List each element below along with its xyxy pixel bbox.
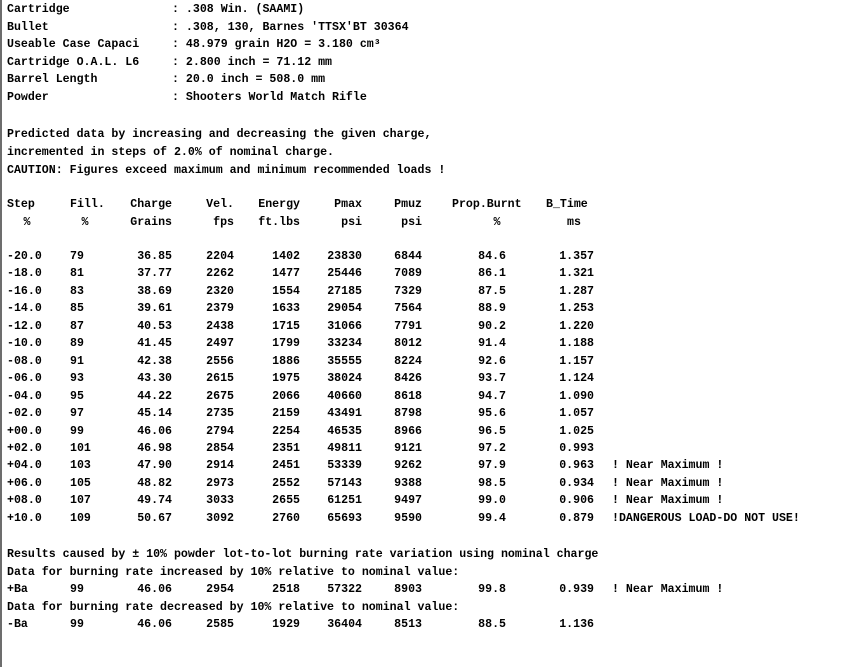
warning-text: ! Near Maximum ! [612,476,724,490]
table-cell: 2552 [272,476,300,490]
table-cell: 2735 [206,407,234,421]
table-cell: 2497 [206,337,234,351]
table-cell: 8224 [394,354,422,368]
column-unit: ms [567,215,581,229]
table-cell: 0.939 [559,583,594,596]
table-cell: 97.2 [478,441,506,455]
table-cell: 97.9 [478,459,506,473]
warning-text: ! Near Maximum ! [612,494,724,508]
table-cell: 1402 [272,250,300,263]
column-header: Fill. [70,198,105,211]
table-cell: 7564 [394,302,422,316]
column-header: B_Time [546,198,588,211]
table-cell: -20.0 [7,250,42,263]
table-cell: 2585 [206,618,234,631]
table-cell: 9121 [394,441,422,455]
table-cell: 2438 [206,319,234,333]
table-cell: 84.6 [478,250,506,263]
table-cell: 7791 [394,319,422,333]
column-unit: % [23,215,31,229]
table-cell: 96.5 [478,424,506,438]
intro-text: Predicted data by increasing and decreasing the given charge, [7,128,432,141]
column-unit-row [0,214,848,231]
column-unit: ft.lbs [258,215,300,229]
table-cell: +Ba [7,583,28,596]
lot-inc-row [0,581,848,598]
column-unit: % [493,215,501,229]
table-cell: 1.057 [559,407,594,421]
table-cell: 6844 [394,250,422,263]
table-row [0,265,848,282]
table-cell: 91.4 [478,337,506,351]
table-cell: 7089 [394,267,422,281]
table-cell: 83 [70,284,84,298]
warning-text: !DANGEROUS LOAD-DO NOT USE! [612,511,800,525]
table-cell: +00.0 [7,424,42,438]
table-cell: 25446 [327,267,362,281]
table-cell: 1.357 [559,250,594,263]
table-cell: 1.157 [559,354,594,368]
table-cell: -Ba [7,618,28,631]
lot-inc-label [0,564,848,581]
table-cell: 46.98 [137,441,172,455]
table-cell: 1.136 [559,618,594,631]
table-cell: 95 [70,389,84,403]
table-cell: -14.0 [7,302,42,316]
table-cell: 33234 [327,337,362,351]
table-cell: 0.934 [559,476,594,490]
table-cell: 95.6 [478,407,506,421]
table-cell: 1633 [272,302,300,316]
table-cell: 1975 [272,372,300,386]
table-cell: 53339 [327,459,362,473]
table-cell: 9590 [394,511,422,525]
table-cell: 88.5 [478,618,506,631]
column-header: Pmax [334,198,362,211]
lot-title-text: Results caused by ± 10% powder lot-to-lot burning rate variation using nominal charge [7,548,599,561]
warning-text: ! Near Maximum ! [612,459,724,473]
table-cell: 3033 [206,494,234,508]
table-cell: 93 [70,372,84,386]
table-cell: 49811 [327,441,362,455]
table-cell: 29054 [327,302,362,316]
lot-inc-label-text: Data for burning rate increased by 10% relative to nominal value: [7,565,460,579]
table-cell: 8012 [394,337,422,351]
column-unit: Grains [130,215,172,229]
table-row [0,492,848,509]
warning-text: ! Near Maximum ! [612,583,724,596]
column-header: Energy [258,198,300,211]
table-cell: 0.906 [559,494,594,508]
table-cell: 9388 [394,476,422,490]
header-line [0,89,848,106]
table-row [0,440,848,457]
table-cell: 1.321 [559,267,594,281]
intro-text: incremented in steps of 2.0% of nominal charge. [7,146,334,159]
table-row [0,318,848,335]
table-cell: 85 [70,302,84,316]
table-cell: 2379 [206,302,234,316]
table-cell: 91 [70,354,84,368]
lot-title [0,546,848,563]
table-cell: 23830 [327,250,362,263]
column-header: Prop.Burnt [452,198,522,211]
table-row [0,423,848,440]
table-cell: 1.124 [559,372,594,386]
table-cell: 65693 [327,511,362,525]
table-cell: 27185 [327,284,362,298]
intro-line [0,144,848,161]
table-cell: 43491 [327,407,362,421]
table-cell: 81 [70,267,84,281]
column-unit: % [81,215,89,229]
table-cell: 79 [70,250,84,263]
table-cell: 87.5 [478,284,506,298]
column-unit: psi [341,215,362,229]
table-cell: 45.14 [137,407,172,421]
header-value: : .308, 130, Barnes 'TTSX'BT 30364 [172,20,409,34]
table-cell: 92.6 [478,354,506,368]
header-line [0,36,848,53]
table-row [0,335,848,352]
header-label: Cartridge [7,3,70,16]
table-cell: 90.2 [478,319,506,333]
table-cell: 99 [70,583,84,596]
table-cell: 49.74 [137,494,172,508]
table-cell: 2320 [206,284,234,298]
table-cell: 39.61 [137,302,172,316]
table-cell: 88.9 [478,302,506,316]
header-line [0,54,848,71]
table-cell: 37.77 [137,267,172,281]
header-value: : 20.0 inch = 508.0 mm [172,73,326,86]
table-cell: 36.85 [137,250,172,263]
header-label: Cartridge O.A.L. L6 [7,55,140,69]
table-cell: 2954 [206,583,234,596]
table-cell: 1.188 [559,337,594,351]
table-cell: +08.0 [7,494,42,508]
table-cell: 7329 [394,284,422,298]
table-cell: -02.0 [7,407,42,421]
column-header: Charge [130,198,172,211]
table-cell: 8426 [394,372,422,386]
column-header: Step [7,198,35,211]
lot-dec-label [0,599,848,616]
header-label: Useable Case Capaci [7,38,140,51]
table-cell: 1.220 [559,319,594,333]
table-cell: 99.4 [478,511,506,525]
table-cell: +06.0 [7,476,42,490]
table-cell: 9262 [394,459,422,473]
intro-line [0,162,848,179]
header-value: : Shooters World Match Rifle [172,90,367,104]
table-cell: 103 [70,459,91,473]
table-cell: -04.0 [7,389,42,403]
header-label: Bullet [7,20,49,34]
table-cell: 0.963 [559,459,594,473]
header-label: Barrel Length [7,73,98,86]
table-cell: 0.879 [559,511,594,525]
table-cell: 109 [70,511,91,525]
table-cell: 94.7 [478,389,506,403]
header-line [0,1,848,18]
table-cell: 2556 [206,354,234,368]
table-cell: 44.22 [137,389,172,403]
table-cell: 1554 [272,284,300,298]
table-cell: 2351 [272,441,300,455]
table-cell: 57322 [327,583,362,596]
table-cell: 1.025 [559,424,594,438]
table-cell: 9497 [394,494,422,508]
table-cell: 105 [70,476,91,490]
table-cell: 38024 [327,372,362,386]
table-cell: 2973 [206,476,234,490]
table-cell: 86.1 [478,267,506,281]
table-cell: 97 [70,407,84,421]
table-cell: +10.0 [7,511,42,525]
column-header-row [0,196,848,213]
table-cell: 8966 [394,424,422,438]
table-cell: 48.82 [137,476,172,490]
table-cell: 35555 [327,354,362,368]
table-cell: 87 [70,319,84,333]
table-cell: 46.06 [137,618,172,631]
table-cell: 61251 [327,494,362,508]
table-cell: 1799 [272,337,300,351]
table-row [0,405,848,422]
table-cell: -16.0 [7,284,42,298]
table-cell: 1.253 [559,302,594,316]
header-label: Powder [7,90,49,104]
table-cell: 46.06 [137,424,172,438]
column-unit: fps [213,215,234,229]
column-unit: psi [401,215,422,229]
table-cell: 99 [70,424,84,438]
table-cell: 40.53 [137,319,172,333]
table-cell: 8798 [394,407,422,421]
table-cell: 50.67 [137,511,172,525]
table-cell: 2518 [272,583,300,596]
table-cell: 2615 [206,372,234,386]
table-cell: 2794 [206,424,234,438]
table-cell: 3092 [206,511,234,525]
table-cell: 40660 [327,389,362,403]
table-cell: 101 [70,441,91,455]
table-cell: +04.0 [7,459,42,473]
table-cell: 31066 [327,319,362,333]
table-cell: 0.993 [559,441,594,455]
table-cell: 2254 [272,424,300,438]
table-cell: 99.0 [478,494,506,508]
table-row [0,370,848,387]
table-cell: 2675 [206,389,234,403]
table-row [0,353,848,370]
column-header: Pmuz [394,198,422,211]
intro-line [0,126,848,143]
table-cell: 1.287 [559,284,594,298]
table-cell: 46535 [327,424,362,438]
table-cell: -12.0 [7,319,42,333]
table-cell: 98.5 [478,476,506,490]
table-cell: 107 [70,494,91,508]
table-cell: 36404 [327,618,362,631]
table-row [0,388,848,405]
table-cell: 38.69 [137,284,172,298]
lot-dec-label-text: Data for burning rate decreased by 10% relative to nominal value: [7,600,460,614]
table-cell: -08.0 [7,354,42,368]
table-cell: 89 [70,337,84,351]
table-cell: 8618 [394,389,422,403]
table-cell: 99.8 [478,583,506,596]
table-cell: -10.0 [7,337,42,351]
table-cell: 2262 [206,267,234,281]
table-cell: -06.0 [7,372,42,386]
table-cell: 2159 [272,407,300,421]
table-cell: 2914 [206,459,234,473]
lot-dec-row [0,616,848,633]
table-cell: 1.090 [559,389,594,403]
table-cell: 1715 [272,319,300,333]
table-row [0,283,848,300]
table-cell: 1929 [272,618,300,631]
table-cell: 2451 [272,459,300,473]
table-row [0,300,848,317]
table-cell: 2854 [206,441,234,455]
table-cell: 46.06 [137,583,172,596]
table-cell: 2204 [206,250,234,263]
table-cell: 57143 [327,476,362,490]
column-header: Vel. [206,198,234,211]
table-cell: 2066 [272,389,300,403]
intro-text: CAUTION: Figures exceed maximum and minimum recommended loads ! [7,164,446,177]
table-cell: 1886 [272,354,300,368]
table-cell: 93.7 [478,372,506,386]
table-cell: 8513 [394,618,422,631]
header-value: : .308 Win. (SAAMI) [172,3,305,16]
table-cell: 41.45 [137,337,172,351]
table-row [0,510,848,527]
header-line [0,71,848,88]
table-row [0,248,848,265]
table-cell: 43.30 [137,372,172,386]
table-cell: 2760 [272,511,300,525]
table-cell: 99 [70,618,84,631]
header-value: : 2.800 inch = 71.12 mm [172,55,333,69]
table-cell: -18.0 [7,267,42,281]
table-cell: 42.38 [137,354,172,368]
header-value: : 48.979 grain H2O = 3.180 cm³ [172,38,381,51]
table-cell: 8903 [394,583,422,596]
table-cell: 1477 [272,267,300,281]
table-cell: 47.90 [137,459,172,473]
table-cell: 2655 [272,494,300,508]
header-line [0,19,848,36]
table-row [0,457,848,474]
table-row [0,475,848,492]
table-cell: +02.0 [7,441,42,455]
